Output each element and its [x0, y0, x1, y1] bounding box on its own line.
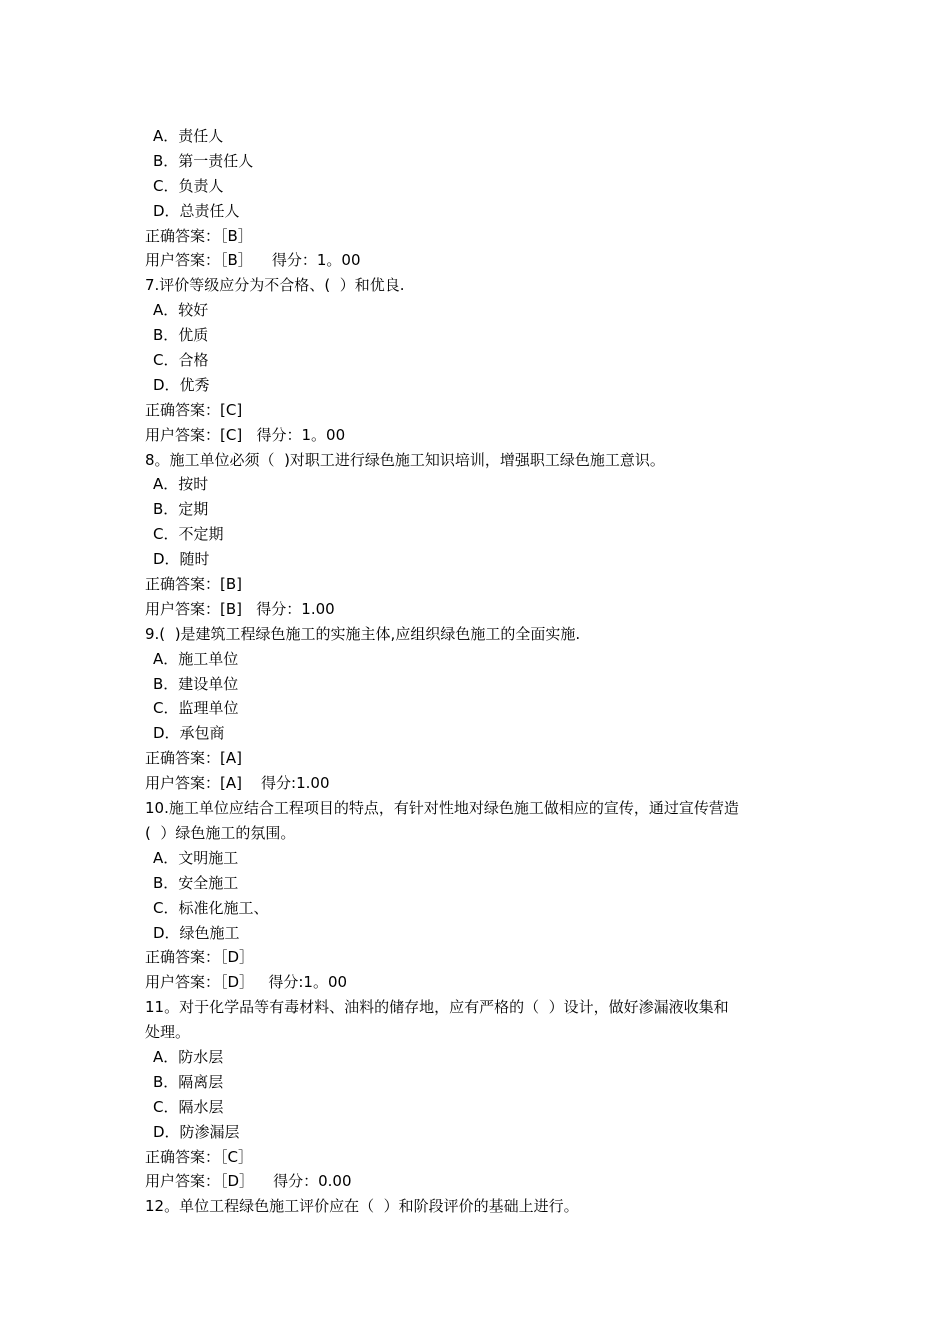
answer-option: A．防水层	[153, 1047, 224, 1066]
answer-option: D．防渗漏层	[153, 1122, 240, 1141]
answer-result: 正确答案：[A]	[145, 749, 242, 768]
answer-option: B．安全施工	[153, 873, 239, 892]
answer-result: 正确答案：［B］	[145, 226, 253, 245]
question-text: ( ）绿色施工的氛围。	[145, 823, 296, 842]
answer-option: A．较好	[153, 301, 209, 320]
answer-option: A．施工单位	[153, 649, 239, 668]
answer-option: A．文明施工	[153, 848, 239, 867]
question-text: 10.施工单位应结合工程项目的特点，有针对性地对绿色施工做相应的宣传，通过宣传营造	[145, 799, 739, 818]
answer-option: B．定期	[153, 500, 209, 519]
question-text: 11。对于化学品等有毒材料、油料的储存地，应有严格的（ ）设计，做好渗漏液收集和	[145, 998, 729, 1017]
question-text: 12。单位工程绿色施工评价应在（ ）和阶段评价的基础上进行。	[145, 1197, 579, 1216]
answer-option: A．责任人	[153, 127, 224, 145]
question-text: 处理。	[145, 1023, 191, 1042]
answer-option: A．按时	[153, 475, 209, 494]
answer-result: 正确答案：［D］	[145, 948, 255, 967]
question-text: 8。施工单位必须（ )对职工进行绿色施工知识培训，增强职工绿色施工意识。	[145, 450, 665, 469]
answer-option: C．监理单位	[153, 699, 239, 718]
answer-result: 用户答案：[A] 得分:1.00	[145, 774, 330, 793]
answer-result: 用户答案：[C] 得分：1。00	[145, 425, 346, 444]
answer-option: B．第一责任人	[153, 151, 254, 170]
question-text: 7.评价等级应分为不合格、( ）和优良.	[145, 276, 405, 295]
answer-option: D．随时	[153, 550, 210, 569]
answer-result: 用户答案：［B］ 得分：1。00	[145, 251, 361, 270]
quiz-content	[145, 124, 810, 1219]
answer-result: 正确答案：[C]	[145, 400, 243, 419]
answer-option: C．隔水层	[153, 1097, 224, 1116]
answer-result: 正确答案：[B]	[145, 575, 242, 594]
question-text: 9.( )是建筑工程绿色施工的实施主体,应组织绿色施工的全面实施.	[145, 624, 581, 643]
answer-result: 正确答案：［C］	[145, 1147, 253, 1166]
answer-result: 用户答案：[B] 得分：1.00	[145, 599, 335, 618]
answer-option: C．标准化施工、	[153, 898, 269, 917]
answer-option: D．承包商	[153, 724, 225, 743]
answer-option: B．优质	[153, 326, 209, 345]
answer-option: C．不定期	[153, 525, 224, 544]
answer-option: D．绿色施工	[153, 923, 240, 942]
answer-option: D．总责任人	[153, 201, 240, 220]
answer-option: D．优秀	[153, 375, 210, 394]
answer-option: B．隔离层	[153, 1072, 224, 1091]
answer-option: B．建设单位	[153, 674, 239, 693]
answer-option: C．合格	[153, 351, 209, 370]
answer-option: C．负责人	[153, 176, 224, 195]
answer-result: 用户答案：［D］ 得分:1。00	[145, 973, 348, 992]
answer-result: 用户答案：［D］ 得分：0.00	[145, 1172, 352, 1191]
